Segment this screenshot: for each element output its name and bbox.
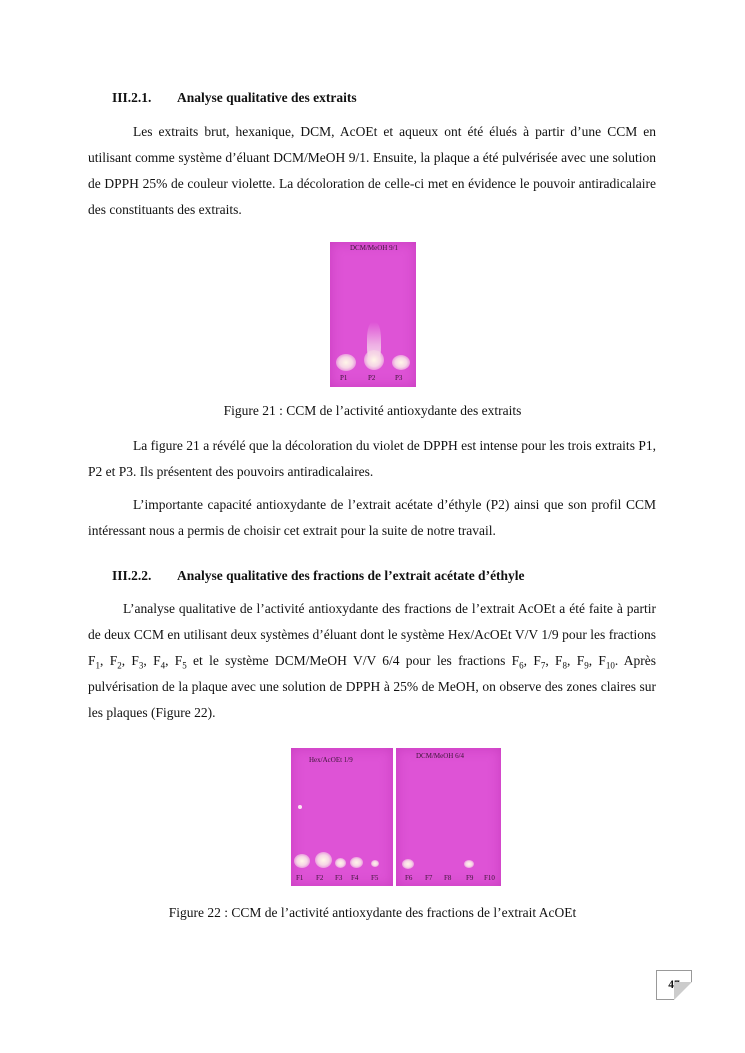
fraction-separator: , bbox=[523, 653, 534, 668]
spot-f1 bbox=[294, 854, 310, 868]
tlc-plate-dcm-meoh bbox=[396, 748, 501, 886]
section-title: Analyse qualitative des fractions de l’extrait acétate d’éthyle bbox=[177, 568, 525, 583]
fraction-index: 10 bbox=[605, 660, 615, 671]
lane-label-p3: P3 bbox=[395, 374, 403, 382]
fraction-ref bbox=[153, 653, 175, 671]
tlc-plate-figure-21 bbox=[330, 242, 416, 387]
fraction-ref bbox=[533, 653, 555, 671]
spot-f4 bbox=[350, 857, 363, 868]
fraction-letter: F bbox=[555, 653, 563, 668]
fraction-index: 5 bbox=[182, 660, 187, 671]
lane-label-f5: F5 bbox=[371, 874, 379, 882]
lane-label-f8: F8 bbox=[444, 874, 452, 882]
fraction-ref bbox=[511, 653, 534, 671]
fraction-separator: , bbox=[100, 653, 110, 668]
lane-label-f2: F2 bbox=[316, 874, 324, 882]
fraction-separator: , bbox=[545, 653, 555, 668]
spot-f3 bbox=[335, 858, 346, 868]
lane-label-f10: F10 bbox=[484, 874, 495, 882]
fraction-index: 7 bbox=[540, 660, 546, 671]
text-part: . Après pulvérisation de la plaque avec une solution de DPPH à 25% de MeOH, on observe des zones claires sur les plaques (Figure 22). bbox=[88, 653, 657, 720]
fraction-index: 9 bbox=[584, 660, 589, 671]
paragraph-fractions-analysis bbox=[88, 596, 656, 726]
fraction-ref bbox=[109, 653, 132, 671]
fraction-list-dcm bbox=[511, 653, 615, 671]
paragraph-figure-21-result: La figure 21 a révélé que la décoloration du violet de DPPH est intense pour les trois extraits P1, P2 et P3. Ils présentent des pouvoirs antiradicalaires. bbox=[88, 438, 656, 479]
fraction-ref bbox=[88, 653, 110, 671]
fraction-letter: F bbox=[109, 653, 118, 668]
plate-eluent-label: Hex/AcOEt 1/9 bbox=[309, 756, 353, 764]
spot-p3 bbox=[392, 355, 410, 370]
fraction-separator: , bbox=[143, 653, 154, 668]
lane-label-f3: F3 bbox=[335, 874, 343, 882]
fraction-index: 3 bbox=[138, 660, 144, 671]
section-number: III.2.1. bbox=[112, 90, 152, 105]
fraction-list-hex bbox=[88, 653, 187, 671]
page-number: 47 bbox=[668, 979, 680, 991]
section-title: Analyse qualitative des extraits bbox=[177, 90, 357, 105]
paragraph-extracts-elution: Les extraits brut, hexanique, DCM, AcOEt et aqueux ont été élués à partir d’une CCM en utilisant comme système d’éluant DCM/MeOH 9/1. Ensuite, la plaque a été pulvérisée avec une solution de DPPH 25% de couleur violette. La décoloration de celle-ci met en évidence le pouvoir antiradicalaire des constituants des extraits. bbox=[88, 124, 656, 217]
fraction-ref bbox=[598, 653, 615, 671]
fraction-index: 1 bbox=[95, 660, 101, 671]
fraction-letter: F bbox=[598, 653, 606, 668]
tlc-plate-hex-acoet bbox=[291, 748, 393, 886]
fraction-letter: F bbox=[153, 653, 161, 668]
fraction-letter: F bbox=[174, 653, 183, 668]
spot-p1 bbox=[336, 354, 356, 371]
fraction-letter: F bbox=[533, 653, 541, 668]
fraction-letter: F bbox=[88, 653, 96, 668]
fraction-index: 2 bbox=[117, 660, 122, 671]
lane-label-p1: P1 bbox=[340, 374, 348, 382]
section-heading-3-2-1 bbox=[112, 90, 357, 106]
fraction-index: 6 bbox=[519, 660, 524, 671]
fraction-separator: , bbox=[588, 653, 599, 668]
fraction-letter: F bbox=[131, 653, 139, 668]
spot-f9 bbox=[464, 860, 474, 868]
plate-eluent-label: DCM/MeOH 9/1 bbox=[350, 244, 399, 252]
page-number-box bbox=[656, 970, 692, 1000]
fraction-ref bbox=[131, 653, 154, 671]
figure-22-caption: Figure 22 : CCM de l’activité antioxydante des fractions de l’extrait AcOEt bbox=[168, 905, 577, 920]
spot-f2 bbox=[315, 852, 332, 868]
spot-f5 bbox=[371, 860, 379, 867]
text-part: et le système DCM/MeOH V/V 6/4 pour les fractions bbox=[186, 653, 512, 668]
fraction-separator: , bbox=[165, 653, 175, 668]
paragraph-p2-choice: L’importante capacité antioxydante de l’extrait acétate d’éthyle (P2) ainsi que son profil CCM intéressant nous a permis de choisir cet extrait pour la suite de notre travail. bbox=[88, 497, 656, 538]
figure-21-caption: Figure 21 : CCM de l’activité antioxydante des extraits bbox=[223, 403, 522, 418]
section-heading-3-2-2 bbox=[112, 568, 525, 584]
section-number: III.2.2. bbox=[112, 568, 152, 583]
spot-f6 bbox=[402, 859, 414, 869]
lane-label-f6: F6 bbox=[405, 874, 413, 882]
text-part: L’analyse qualitative de l’activité antioxydante des fractions de l’extrait AcOEt a été faite à partir de deux CCM en utilisant deux systèmes d’éluant dont le système Hex/AcOEt V/V 1/9 pour les fractions bbox=[88, 601, 656, 642]
fraction-index: 8 bbox=[562, 660, 568, 671]
fraction-separator: , bbox=[567, 653, 577, 668]
lane-label-p2: P2 bbox=[368, 374, 376, 382]
lane-label-f7: F7 bbox=[425, 874, 433, 882]
spot-p2 bbox=[364, 350, 384, 370]
lane-label-f9: F9 bbox=[466, 874, 474, 882]
fraction-ref bbox=[174, 653, 187, 671]
lane-label-f1: F1 bbox=[296, 874, 304, 882]
lane-label-f4: F4 bbox=[351, 874, 359, 882]
plate-eluent-label: DCM/MeOH 6/4 bbox=[416, 752, 465, 760]
fraction-letter: F bbox=[576, 653, 585, 668]
fraction-separator: , bbox=[121, 653, 132, 668]
fraction-index: 4 bbox=[160, 660, 166, 671]
spot-upper-f1 bbox=[298, 805, 302, 809]
fraction-letter: F bbox=[511, 653, 520, 668]
page-curl-icon bbox=[674, 982, 692, 1000]
fraction-ref bbox=[576, 653, 599, 671]
fraction-ref bbox=[555, 653, 577, 671]
